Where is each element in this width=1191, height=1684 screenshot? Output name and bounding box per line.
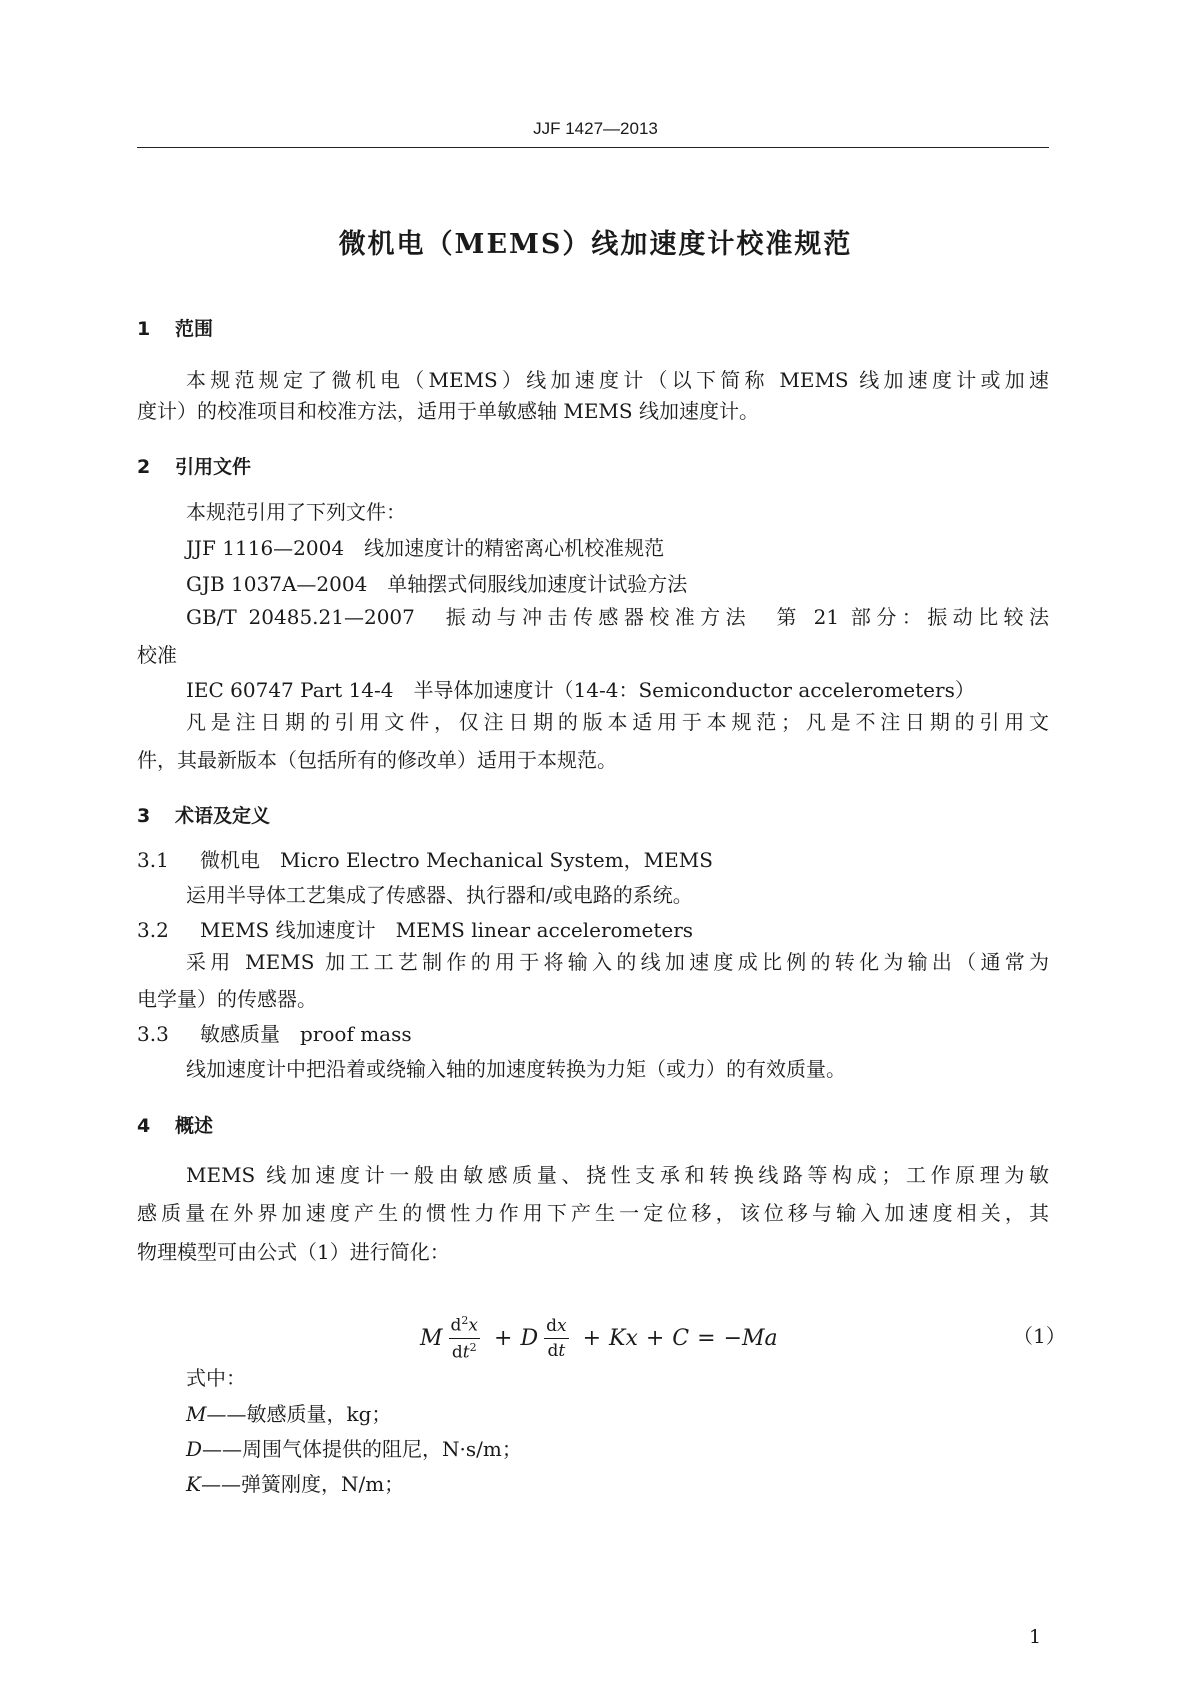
variable-symbol: K [186, 1472, 201, 1496]
reference-item: GJB 1037A—2004 单轴摆式伺服线加速度计试验方法 [186, 572, 688, 596]
eq-spring-term: Kx [609, 1325, 638, 1351]
document-code: JJF 1427—2013 [533, 119, 658, 138]
definition-text: 运用半导体工艺集成了传感器、执行器和/或电路的系统。 [186, 883, 693, 907]
reference-item: JJF 1116—2004 线加速度计的精密离心机校准规范 [186, 536, 665, 560]
definition-text: 电学量）的传感器。 [137, 987, 317, 1011]
eq-equals: = [697, 1325, 716, 1351]
definition-text: 采用 MEMS 加工工艺制作的用于将输入的线加速度成比例的转化为输出（通常为 [186, 950, 1049, 974]
reference-item: IEC 60747 Part 14-4 半导体加速度计（14-4：Semiconductor accelerometers） [186, 678, 975, 702]
section-heading-scope [137, 314, 213, 341]
paragraph-line: MEMS 线加速度计一般由敏感质量、挠性支承和转换线路等构成；工作原理为敏 [186, 1163, 1049, 1187]
section-title: 范围 [175, 318, 214, 340]
section-number: 4 [137, 1115, 151, 1137]
second-derivative-fraction: $\frac{d^2x}{dt^2}$ [450, 1314, 479, 1363]
variable-definition [186, 1404, 391, 1424]
definition-term-text: 敏感质量 proof mass [200, 1022, 412, 1046]
paragraph-line: 感质量在外界加速度产生的惯性力作用下产生一定位移，该位移与输入加速度相关，其 [137, 1201, 1049, 1225]
eq-mass: M [420, 1325, 443, 1351]
variable-symbol: D [186, 1437, 203, 1461]
definition-number: 3.3 [137, 1022, 169, 1046]
eq-damping: D [520, 1325, 539, 1351]
section-title: 术语及定义 [175, 805, 271, 827]
paragraph-line: 度计）的校准项目和校准方法，适用于单敏感轴 MEMS 线加速度计。 [137, 399, 759, 423]
document-title: 微机电（MEMS）线加速度计校准规范 [338, 229, 853, 260]
definition-term [137, 920, 693, 940]
paragraph-line: 物理模型可由公式（1）进行简化： [137, 1240, 450, 1264]
section-number: 2 [137, 456, 151, 478]
where-label: 式中： [186, 1366, 246, 1390]
paragraph-line: 件，其最新版本（包括所有的修改单）适用于本规范。 [137, 748, 617, 772]
eq-plus: + [582, 1325, 602, 1351]
section-title: 引用文件 [175, 456, 252, 478]
first-derivative-fraction: $\frac{dx}{dt}$ [546, 1315, 567, 1361]
paragraph-line: 本规范引用了下列文件： [186, 500, 406, 524]
eq-rhs: Ma [742, 1325, 778, 1351]
definition-term-text: 微机电 Micro Electro Mechanical System，MEMS [200, 848, 713, 872]
eq-plus: + [645, 1325, 665, 1351]
section-title: 概述 [175, 1115, 214, 1137]
reference-item-continued: 校准 [137, 643, 177, 667]
header-rule [137, 147, 1049, 148]
page-number: 1 [1029, 1626, 1042, 1648]
equation-number: （1） [1013, 1324, 1066, 1348]
definition-number: 3.2 [137, 918, 169, 942]
definition-number: 3.1 [137, 848, 169, 872]
equation-1 [420, 1314, 778, 1362]
variable-definition [186, 1474, 404, 1494]
variable-description: ——弹簧刚度，N/m； [200, 1472, 405, 1496]
section-number: 3 [137, 805, 151, 827]
section-heading-overview [137, 1111, 213, 1138]
section-number: 1 [137, 318, 151, 340]
definition-term [137, 850, 713, 870]
eq-plus: + [494, 1325, 513, 1351]
reference-item: GB/T 20485.21—2007 振动与冲击传感器校准方法 第 21 部分：振动比较法 [186, 605, 1049, 629]
variable-description: ——敏感质量，kg； [206, 1402, 392, 1426]
paragraph-line: 本规范规定了微机电（MEMS）线加速度计（以下简称 MEMS 线加速度计或加速 [186, 368, 1049, 392]
definition-text: 线加速度计中把沿着或绕输入轴的加速度转换为力矩（或力）的有效质量。 [186, 1057, 846, 1081]
variable-description: ——周围气体提供的阻尼，N·s/m； [202, 1437, 522, 1461]
variable-definition [186, 1439, 522, 1459]
eq-minus: − [723, 1325, 743, 1351]
definition-term-text: MEMS 线加速度计 MEMS linear accelerometers [200, 918, 694, 942]
section-heading-references [137, 452, 251, 479]
section-heading-terms [137, 801, 270, 828]
eq-constant: C [672, 1325, 690, 1351]
variable-symbol: M [186, 1402, 207, 1426]
paragraph-line: 凡是注日期的引用文件，仅注日期的版本适用于本规范；凡是不注日期的引用文 [186, 710, 1049, 734]
definition-term [137, 1024, 412, 1044]
